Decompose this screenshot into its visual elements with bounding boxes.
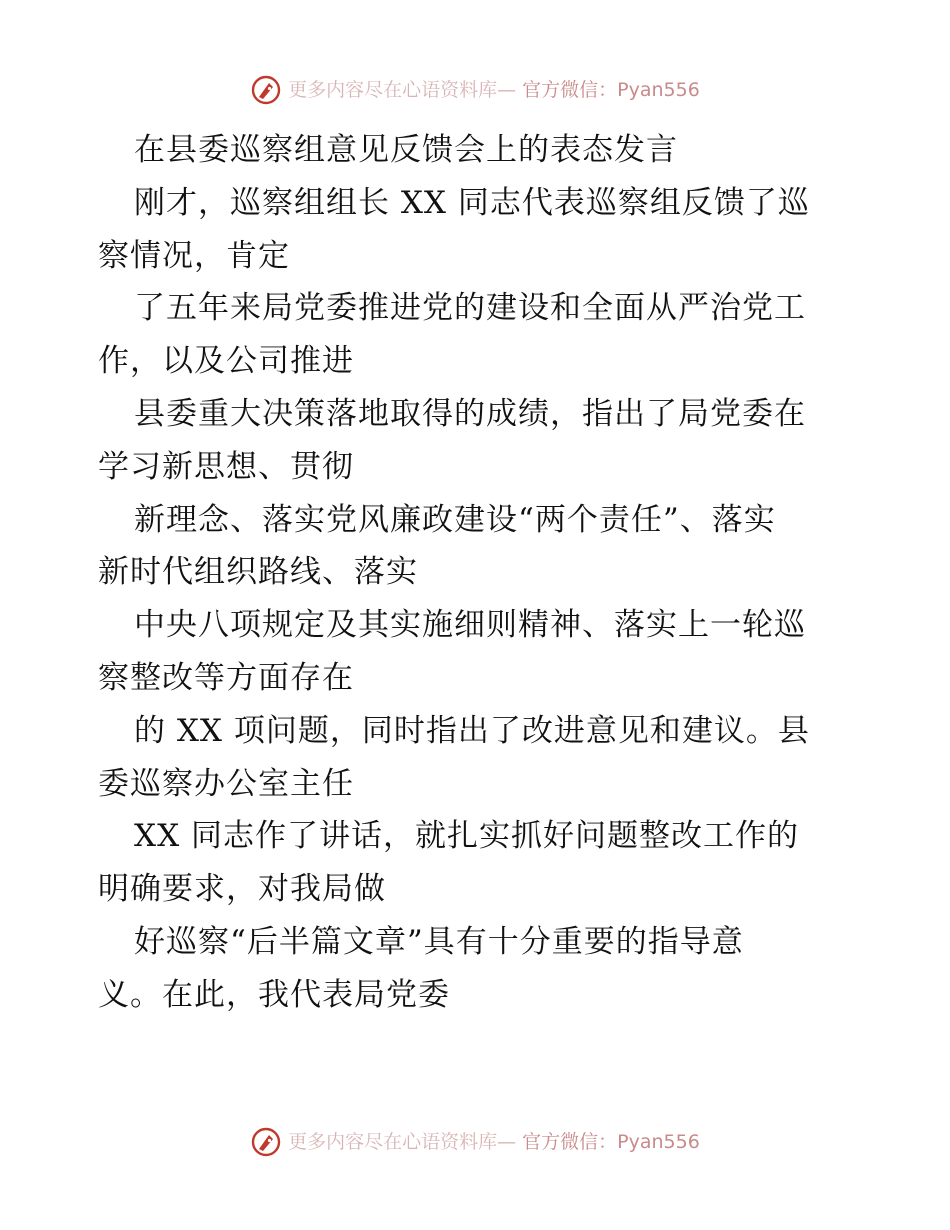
paragraph-line: XX 同志作了讲话，就扎实抓好问题整改工作的 <box>134 818 799 855</box>
paragraph-line: 察整改等方面存在 <box>98 659 354 696</box>
paragraph-line: 学习新思想、贯彻 <box>98 448 354 485</box>
pen-nib-logo-icon <box>250 1126 282 1158</box>
paragraph-line: 县委重大决策落地取得的成绩，指出了局党委在 <box>134 395 806 432</box>
document-title: 在县委巡察组意见反馈会上的表态发言 <box>134 132 678 168</box>
paragraph-line: 好巡察“后半篇文章”具有十分重要的指导意 <box>134 923 744 960</box>
brand-account: 官方微信：Pyan556 <box>522 1131 700 1153</box>
paragraph-line: 的 XX 项问题，同时指出了改进意见和建议。县 <box>134 712 810 749</box>
paragraph-line: 刚才，巡察组组长 XX 同志代表巡察组反馈了巡 <box>134 184 810 221</box>
paragraph-line: 明确要求，对我局做 <box>98 871 386 908</box>
brand-slogan: 更多内容尽在心语资料库— <box>288 1131 517 1153</box>
brand-slogan: 更多内容尽在心语资料库— <box>288 79 517 101</box>
footer-watermark <box>0 1126 950 1158</box>
paragraph-line: 义。在此，我代表局党委 <box>98 976 450 1013</box>
pen-nib-logo-icon <box>250 74 282 106</box>
paragraph-line: 察情况，肯定 <box>98 237 290 274</box>
paragraph-line: 委巡察办公室主任 <box>98 765 354 802</box>
paragraph-line: 作，以及公司推进 <box>98 343 354 380</box>
brand-account: 官方微信：Pyan556 <box>522 79 700 101</box>
paragraph-line: 了五年来局党委推进党的建设和全面从严治党工 <box>134 290 806 327</box>
document-body <box>98 124 858 1022</box>
paragraph-line: 新时代组织路线、落实 <box>98 554 418 591</box>
paragraph-line: 新理念、落实党风廉政建设“两个责任”、落实 <box>134 501 776 538</box>
paragraph-line: 中央八项规定及其实施细则精神、落实上一轮巡 <box>134 607 806 644</box>
header-watermark <box>0 74 950 106</box>
